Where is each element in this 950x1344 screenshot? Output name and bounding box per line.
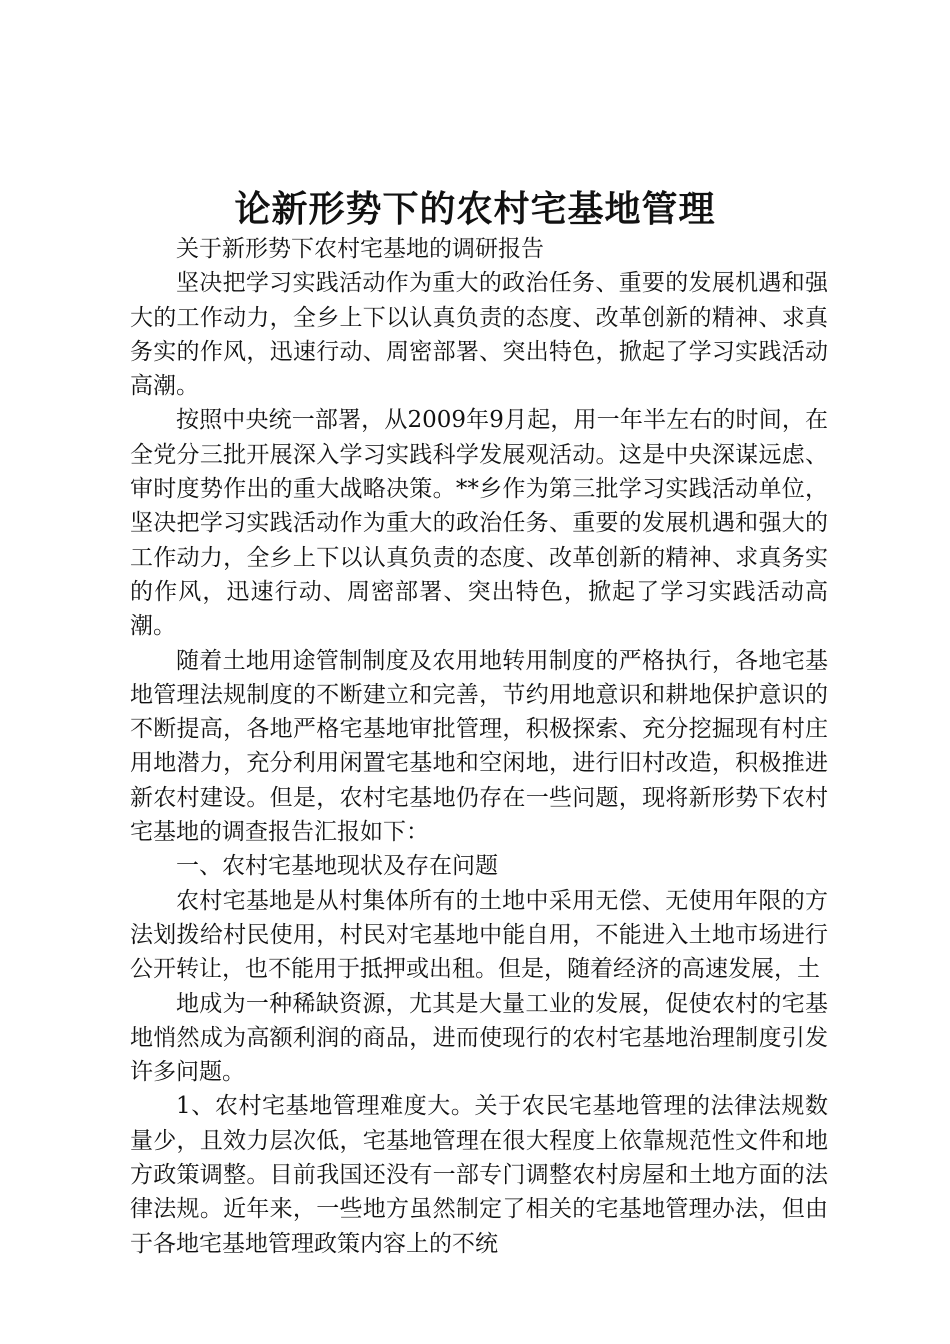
document-title: 论新形势下的农村宅基地管理 (234, 188, 716, 230)
body-paragraph: 坚决把学习实践活动作为重大的政治任务、重要的发展机遇和强大的工作动力，全乡上下以认真负责的态度、改革创新的精神、求真务实的作风，迅速行动、周密部署、突出特色，掀起了学习实践活动高潮。 (130, 270, 828, 400)
section-heading: 一、农村宅基地现状及存在问题 (176, 853, 498, 880)
report-subtitle: 关于新形势下农村宅基地的调研报告 (176, 236, 544, 262)
numbered-paragraph: 1、农村宅基地管理难度大。关于农民宅基地管理的法律法规数量少，且效力层次低，宅基地管理在很大程度上依靠规范性文件和地方政策调整。目前我国还没有一部专门调整农村房屋和土地方面的法律法规。近年来，一些地方虽然制定了相关的宅基地管理办法，但由于各地宅基地管理政策内容上的不统 (130, 1093, 828, 1257)
body-paragraph: 农村宅基地是从村集体所有的土地中采用无偿、无使用年限的方法划拨给村民使用，村民对宅基地中能自用，不能进入土地市场进行公开转让，也不能用于抵押或出租。但是，随着经济的高速发展，土 (130, 887, 828, 983)
document-body (130, 232, 828, 1261)
body-paragraph: 地成为一种稀缺资源，尤其是大量工业的发展，促使农村的宅基地悄然成为高额利润的商品，进而使现行的农村宅基地治理制度引发许多问题。 (130, 990, 828, 1086)
body-paragraph: 按照中央统一部署，从2009年9月起，用一年半左右的时间，在全党分三批开展深入学习实践科学发展观活动。这是中央深谋远虑、审时度势作出的重大战略决策。**乡作为第三批学习实践活动单位，坚决把学习实践活动作为重大的政治任务、重要的发展机遇和强大的工作动力，全乡上下以认真负责的态度、改革创新的精神、求真务实的作风，迅速行动、周密部署、突出特色，掀起了学习实践活动高潮。 (130, 407, 828, 640)
body-paragraph: 随着土地用途管制制度及农用地转用制度的严格执行，各地宅基地管理法规制度的不断建立和完善，节约用地意识和耕地保护意识的不断提高，各地严格宅基地审批管理，积极探索、充分挖掘现有村庄用地潜力，充分利用闲置宅基地和空闲地，进行旧村改造，积极推进新农村建设。但是，农村宅基地仍存在一些问题，现将新形势下农村宅基地的调查报告汇报如下： (130, 647, 828, 846)
